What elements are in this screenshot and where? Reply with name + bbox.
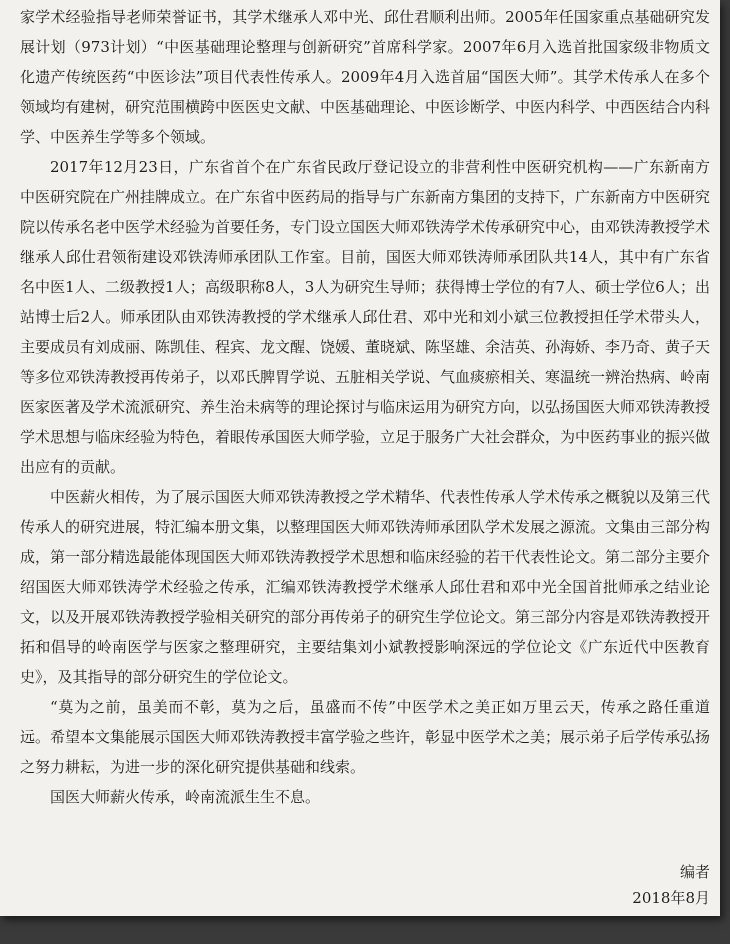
paragraph-institute: 2017年12月23日，广东省首个在广东省民政厅登记设立的非营利性中医研究机构——广东新南方中医研究院在广州挂牌成立。在广东省中医药局的指导与广东新南方集团的支持下，广东新南方中医研究院以传承名老中医学术经验为首要任务，专门设立国医大师邓铁涛学术传承研究中心，由邓铁涛教授学术继承人邱仕君领衔建设邓铁涛师承团队工作室。目前，国医大师邓铁涛师承团队共14人，其中有广东省名中医1人、二级教授1人；高级职称8人，3人为研究生导师；获得博士学位的有7人、硕士学位6人；出站博士后2人。师承团队由邓铁涛教授的学术继承人邱仕君、邓中光和刘小斌三位教授担任学术带头人，主要成员有刘成丽、陈凯佳、程宾、龙文醒、饶媛、董晓斌、陈坚雄、余洁英、孙海娇、李乃奇、黄子天等多位邓铁涛教授再传弟子，以邓氏脾胃学说、五脏相关学说、气血痰瘀相关、寒温统一辨治热病、岭南医家医著及学术流派研究、养生治未病等的理论探讨与临床运用为研究方向，以弘扬国医大师邓铁涛教授学术思想与临床经验为特色，着眼传承国医大师学验，立足于服务广大社会群众，为中医药事业的振兴做出应有的贡献。 xyxy=(20,158,711,476)
paragraph-continued: 家学术经验指导老师荣誉证书，其学术继承人邓中光、邱仕君顺利出师。2005年任国家重点基础研究发展计划（973计划）“中医基础理论整理与创新研究”首席科学家。2007年6月入选首批国家级非物质文化遗产传统医药“中医诊法”项目代表性传承人。2009年4月入选首届“国医大师”。其学术传承人在多个领域均有建树，研究范围横跨中医医史文献、中医基础理论、中医诊断学、中医内科学、中西医结合内科学、中医养生学等多个领域。 xyxy=(20,8,711,146)
paragraph-hope: “莫为之前，虽美而不彰，莫为之后，虽盛而不传”中医学术之美正如万里云天，传承之路任重道远。希望本文集能展示国医大师邓铁涛教授丰富学验之些许，彰显中医学术之美；展示弟子后学传承弘扬之努力耕耘，为进一步的深化研究提供基础和线索。 xyxy=(20,698,711,776)
paragraph-closing: 国医大师薪火传承，岭南流派生生不息。 xyxy=(50,788,321,806)
preface-body xyxy=(20,2,710,812)
signature-author: 编者 xyxy=(679,863,710,881)
signature-date: 2018年8月 xyxy=(632,889,710,907)
paragraph-collection: 中医薪火相传，为了展示国医大师邓铁涛教授之学术精华、代表性传承人学术传承之概貌以及第三代传承人的研究进展，特汇编本册文集，以整理国医大师邓铁涛师承团队学术发展之源流。文集由三部分构成，第一部分精选最能体现国医大师邓铁涛教授学术思想和临床经验的若干代表性论文。第二部分主要介绍国医大师邓铁涛学术经验之传承，汇编邓铁涛教授学术继承人邱仕君和邓中光全国首批师承之结业论文，以及开展邓铁涛教授学验相关研究的部分再传弟子的研究生学位论文。第三部分内容是邓铁涛教授开拓和倡导的岭南医学与医家之整理研究，主要结集刘小斌教授影响深远的学位论文《广东近代中医教育史》，及其指导的部分研究生的学位论文。 xyxy=(20,488,711,686)
